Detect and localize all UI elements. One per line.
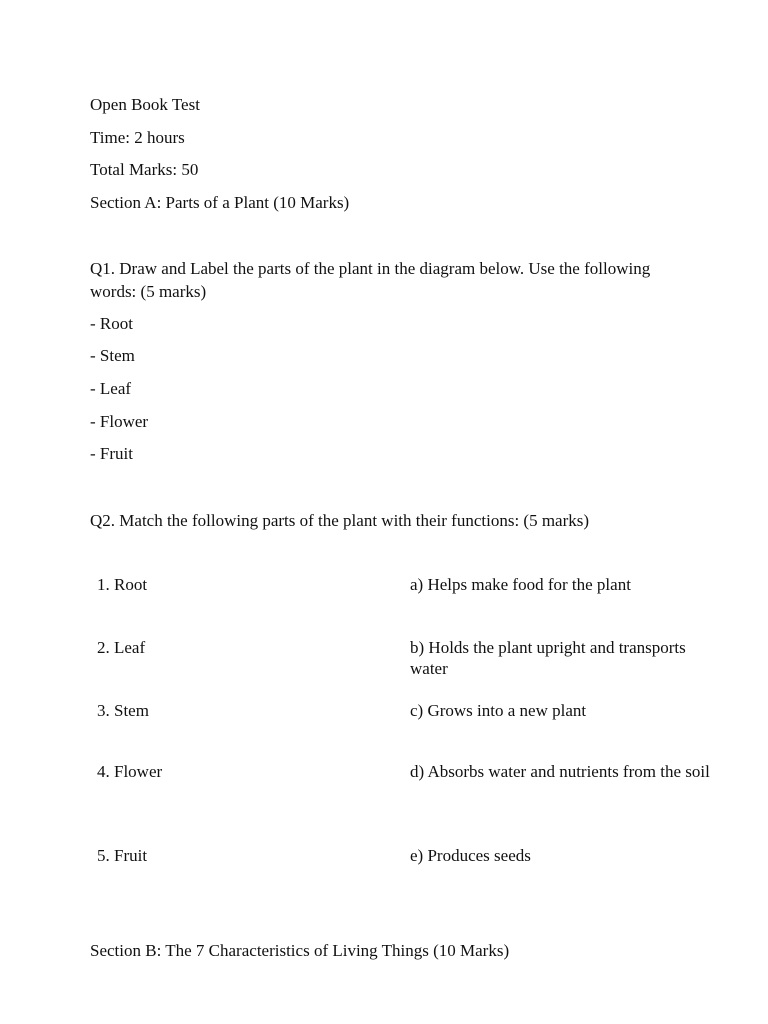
q1-word-flower: - Flower <box>90 412 149 431</box>
section-a-heading: Section A: Parts of a Plant (10 Marks) <box>90 193 350 212</box>
match-part-leaf: 2. Leaf <box>97 638 146 657</box>
test-title: Open Book Test <box>90 95 200 114</box>
match-function-e: e) Produces seeds <box>410 846 531 865</box>
test-total-marks: Total Marks: 50 <box>90 160 199 179</box>
q1-word-fruit: - Fruit <box>90 444 133 463</box>
match-function-a: a) Helps make food for the plant <box>410 575 631 594</box>
match-part-flower: 4. Flower <box>97 762 163 781</box>
match-function-b: b) Holds the plant upright and transports water <box>410 638 686 678</box>
test-time: Time: 2 hours <box>90 128 185 147</box>
q1-prompt: Q1. Draw and Label the parts of the plant in the diagram below. Use the following words: (5 marks) <box>90 259 651 301</box>
q2-prompt: Q2. Match the following parts of the plant with their functions: (5 marks) <box>90 511 590 530</box>
match-function-c: c) Grows into a new plant <box>410 701 587 720</box>
match-part-stem: 3. Stem <box>97 701 149 720</box>
match-part-fruit: 5. Fruit <box>97 846 148 865</box>
match-part-root: 1. Root <box>97 575 148 594</box>
q1-word-leaf: - Leaf <box>90 379 132 398</box>
q1-word-stem: - Stem <box>90 346 135 365</box>
section-b-heading: Section B: The 7 Characteristics of Living Things (10 Marks) <box>90 941 510 960</box>
q1-word-root: - Root <box>90 314 133 333</box>
match-function-d: d) Absorbs water and nutrients from the soil <box>410 762 710 781</box>
